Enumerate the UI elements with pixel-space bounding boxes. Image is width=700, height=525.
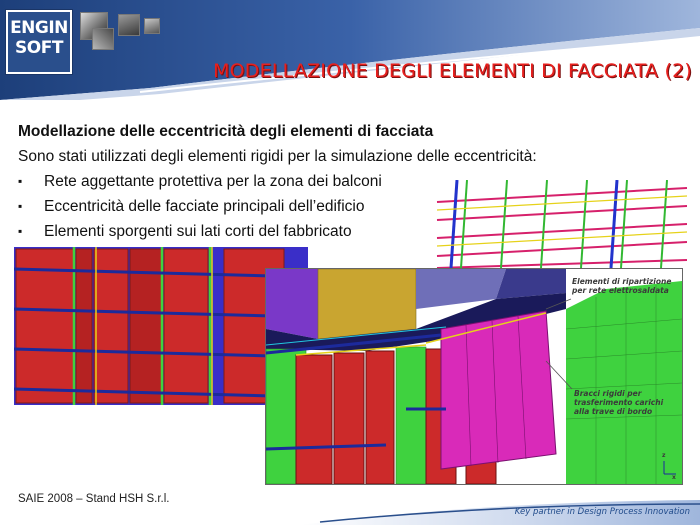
fem-image-facade (14, 247, 308, 405)
annotation-bracci-rigidi: Bracci rigidi per trasferimento carichi alla trave di bordo (574, 389, 664, 416)
header-thumbnail-2 (92, 28, 114, 50)
fem-image-detail (265, 268, 683, 485)
annotation-ripartizione: Elementi di ripartizione per rete elettrosaldata (572, 277, 672, 295)
enginsoft-logo: ENGIN SOFT (6, 10, 72, 74)
slide-header (0, 0, 700, 100)
bullet-square-icon: ▪ (18, 174, 23, 188)
footer-tagline: Key partner in Design Process Innovation (514, 507, 690, 517)
bullet-item: ▪ Elementi sporgenti sui lati corti del fabbricato (18, 219, 658, 244)
slide-title: MODELLAZIONE DEGLI ELEMENTI DI FACCIATA (2) (213, 60, 692, 82)
bullet-item: ▪ Eccentricità delle facciate principali dell’edificio (18, 194, 658, 219)
header-thumbnail-3 (118, 14, 140, 36)
axis-z-label: z (662, 452, 666, 459)
axis-x-label: x (672, 474, 676, 481)
footer-event-label: SAIE 2008 – Stand HSH S.r.l. (18, 493, 170, 505)
header-thumbnail-4 (144, 18, 160, 34)
intro-text: Sono stati utilizzati degli elementi rigidi per la simulazione delle eccentricità: (18, 148, 537, 165)
section-subheading: Modellazione delle eccentricità degli elementi di facciata (18, 123, 434, 140)
bullet-square-icon: ▪ (18, 199, 23, 213)
bullet-item: ▪ Rete aggettante protettiva per la zona dei balconi (18, 169, 658, 194)
bullet-square-icon: ▪ (18, 224, 23, 238)
slide-body (18, 120, 658, 244)
